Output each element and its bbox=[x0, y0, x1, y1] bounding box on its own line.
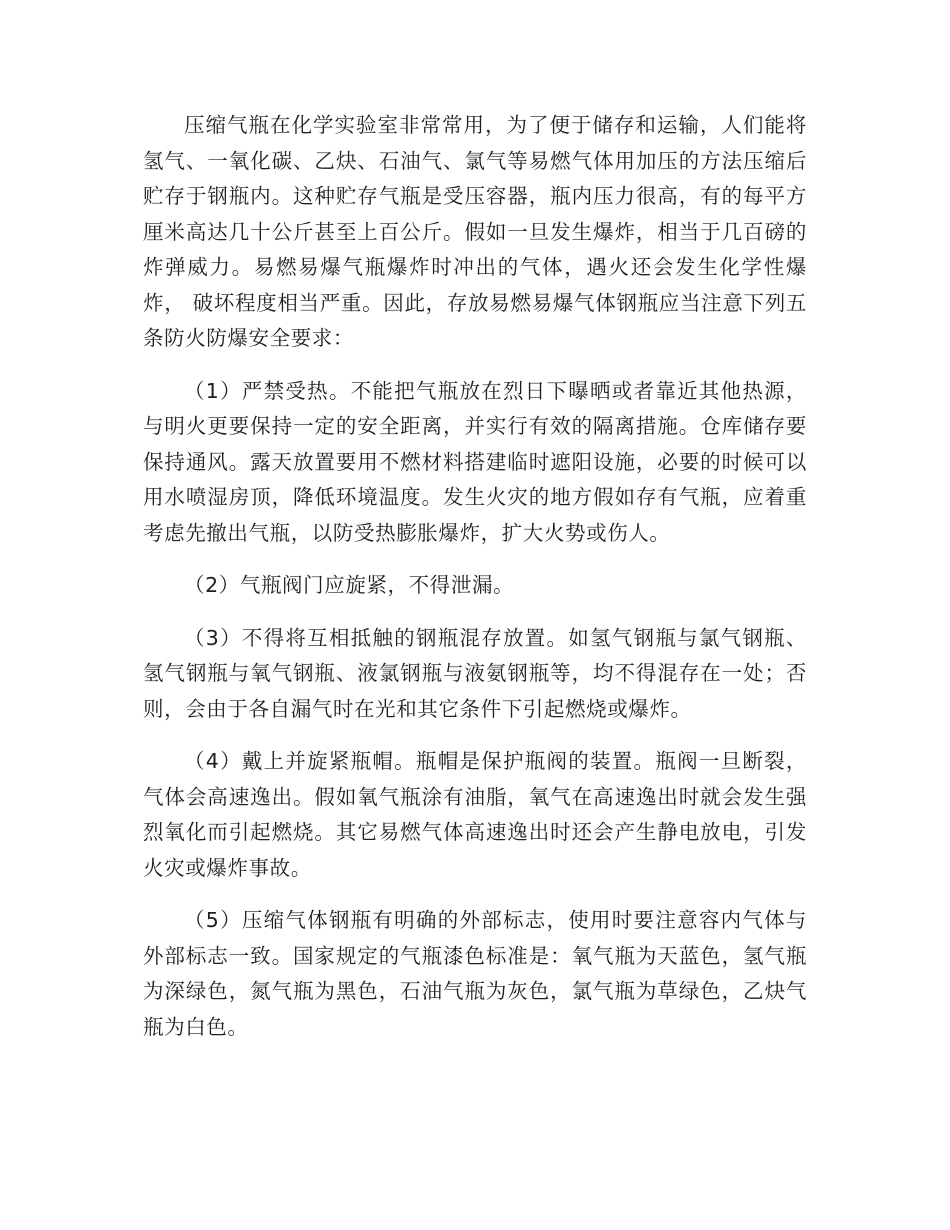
requirement-1-paragraph: （1）严禁受热。不能把气瓶放在烈日下曝晒或者靠近其他热源，与明火更要保持一定的安全距离，并实行有效的隔离措施。仓库储存要保持通风。露天放置要用不燃材料搭建临时遮阳设施，必要的时候可以用水喷湿房顶，降低环境温度。发生火灾的地方假如存有气瓶，应着重考虑先撤出气瓶，以防受热膨胀爆炸，扩大火势或伤人。 bbox=[143, 378, 807, 545]
requirement-3-paragraph: （3）不得将互相抵触的钢瓶混存放置。如氢气钢瓶与氯气钢瓶、氢气钢瓶与氧气钢瓶、液氯钢瓶与液氨钢瓶等，均不得混存在一处；否则，会由于各自漏气时在光和其它条件下引起燃烧或爆炸。 bbox=[143, 625, 807, 721]
requirement-2-paragraph: （2）气瓶阀门应旋紧，不得泄漏。 bbox=[184, 573, 515, 597]
intro-paragraph: 压缩气瓶在化学实验室非常常用，为了便于储存和运输，人们能将氢气、一氧化碳、乙炔、石油气、氯气等易燃气体用加压的方法压缩后贮存于钢瓶内。这种贮存气瓶是受压容器，瓶内压力很高，有的每平方厘米高达几十公斤甚至上百公斤。假如一旦发生爆炸，相当于几百磅的炸弹威力。易燃易爆气瓶爆炸时冲出的气体，遇火还会发生化学性爆炸， 破坏程度相当严重。因此，存放易燃易爆气体钢瓶应当注意下列五条防火防爆安全要求： bbox=[143, 113, 807, 350]
document-body bbox=[143, 108, 807, 1062]
requirement-4-paragraph: （4）戴上并旋紧瓶帽。瓶帽是保护瓶阀的装置。瓶阀一旦断裂，气体会高速逸出。假如氧气瓶涂有油脂，氧气在高速逸出时就会发生强烈氧化而引起燃烧。其它易燃气体高速逸出时还会产生静电放电，引发火灾或爆炸事故。 bbox=[143, 749, 807, 880]
requirement-5-paragraph: （5）压缩气体钢瓶有明确的外部标志，使用时要注意容内气体与外部标志一致。国家规定的气瓶漆色标准是：氧气瓶为天蓝色，氢气瓶为深绿色，氮气瓶为黑色，石油气瓶为灰色，氯气瓶为草绿色，乙炔气瓶为白色。 bbox=[143, 908, 807, 1039]
